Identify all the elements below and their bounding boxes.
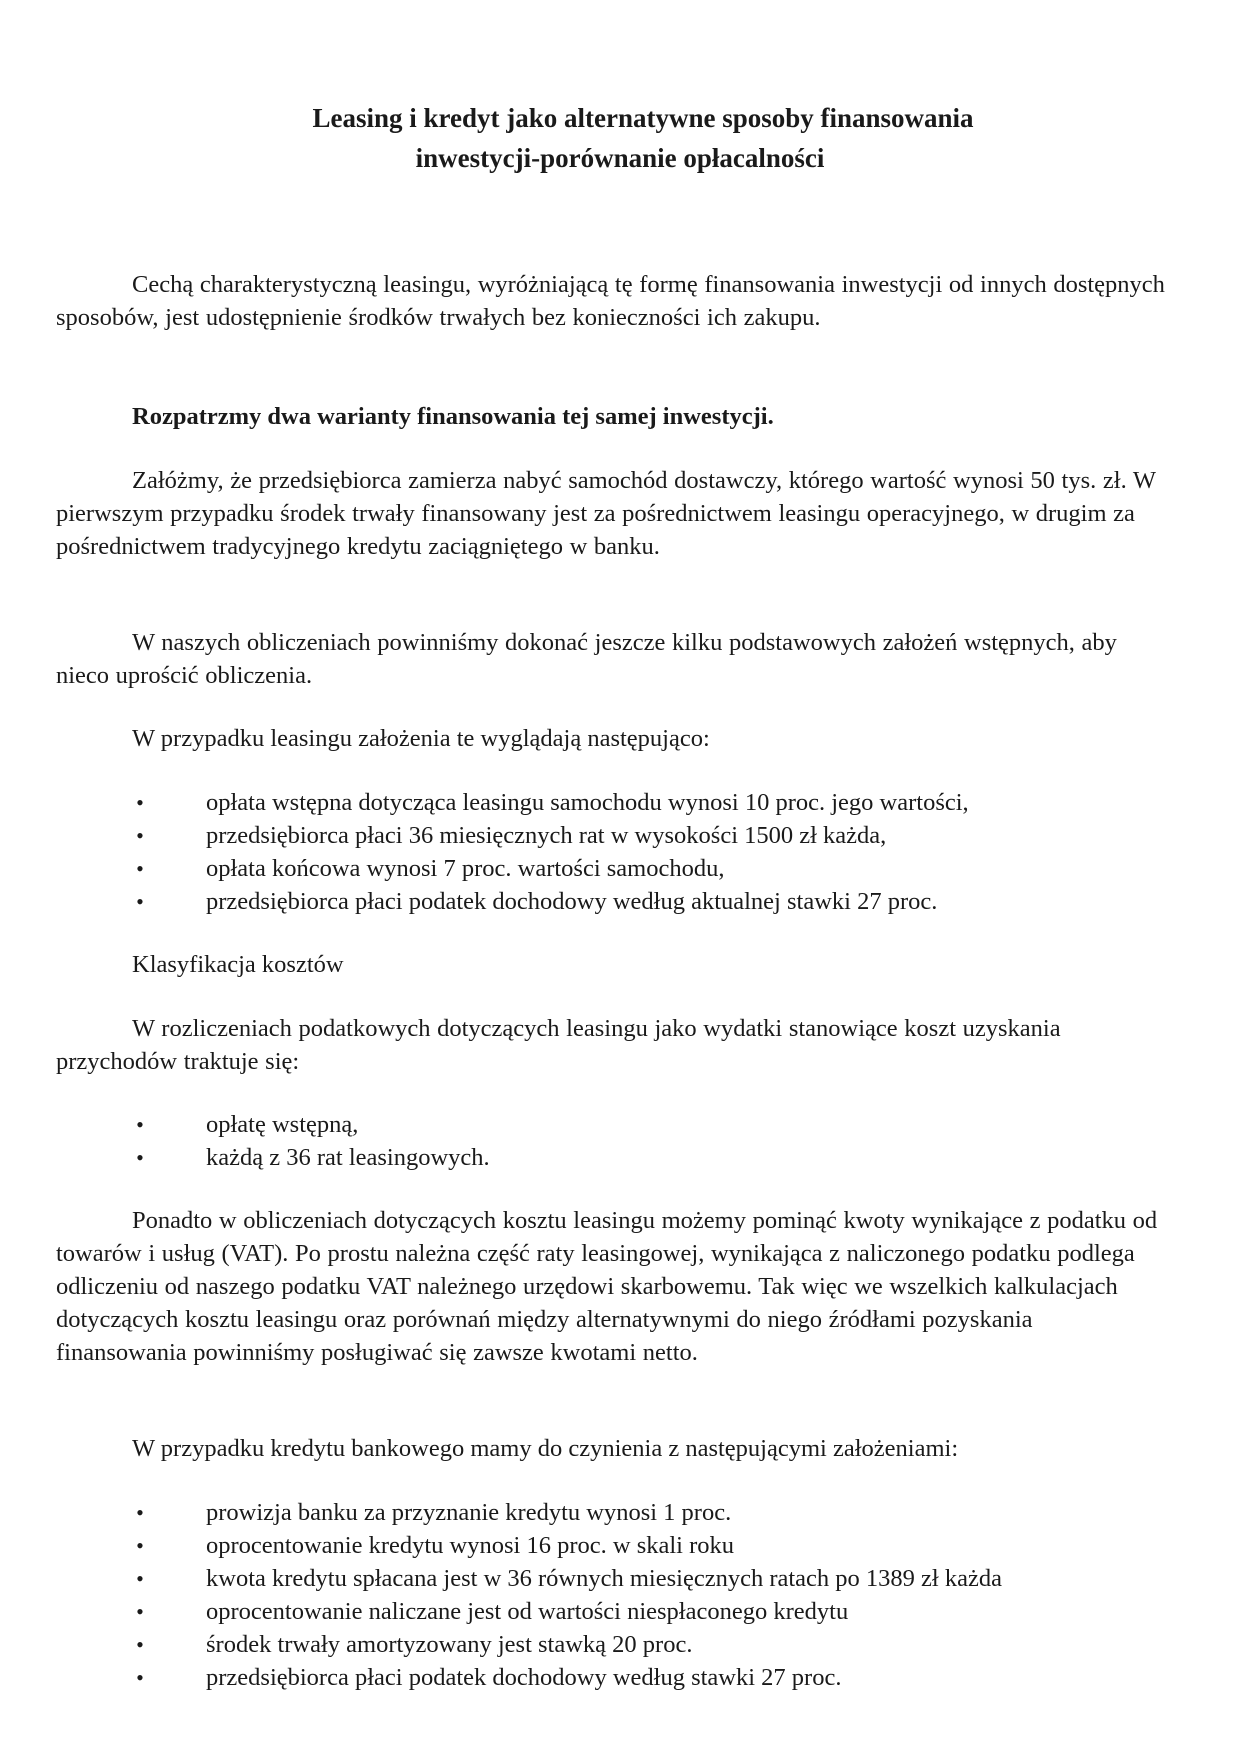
list-item-text: prowizja banku za przyznanie kredytu wynosi 1 proc. bbox=[206, 1499, 732, 1526]
calc-note-paragraph: W naszych obliczeniach powinniśmy dokonać jeszcze kilku podstawowych założeń wstępnych, aby nieco uprościć obliczenia. bbox=[56, 629, 1117, 689]
leasing-intro: W przypadku leasingu założenia te wyglądają następująco: bbox=[132, 725, 710, 752]
list-item-text: każdą z 36 rat leasingowych. bbox=[206, 1144, 490, 1171]
list-item bbox=[56, 1108, 1166, 1141]
list-item bbox=[56, 1562, 1166, 1595]
bullet-icon: • bbox=[136, 823, 144, 848]
list-item-text: opłata wstępna dotycząca leasingu samochodu wynosi 10 proc. jego wartości, bbox=[206, 789, 969, 816]
list-item bbox=[56, 1628, 1166, 1661]
list-item-text: środek trwały amortyzowany jest stawką 20 proc. bbox=[206, 1631, 693, 1658]
bullet-icon: • bbox=[136, 856, 144, 881]
tax-intro-paragraph: W rozliczeniach podatkowych dotyczących leasingu jako wydatki stanowiące koszt uzyskania przychodów traktuje się: bbox=[56, 1015, 1061, 1075]
bullet-icon: • bbox=[136, 1145, 144, 1170]
list-item-text: przedsiębiorca płaci 36 miesięcznych rat w wysokości 1500 zł każda, bbox=[206, 822, 887, 849]
vat-note-paragraph: Ponadto w obliczeniach dotyczących kosztu leasingu możemy pominąć kwoty wynikające z podatku od towarów i usług (VAT). Po prostu należna część raty leasingowej, wynikająca z naliczonego podatku podlega odliczeniu od naszego podatku VAT należnego urzędowi skarbowemu. Tak więc we wszelkich kalkulacjach dotyczących kosztu leasingu oraz porównań między alternatywnymi do niego źródłami pozyskania finansowania powinniśmy posługiwać się zawsze kwotami netto. bbox=[56, 1207, 1158, 1366]
list-item bbox=[56, 1496, 1166, 1529]
credit-intro: W przypadku kredytu bankowego mamy do czynienia z następującymi założeniami: bbox=[132, 1435, 959, 1462]
bullet-icon: • bbox=[136, 889, 144, 914]
list-item-text: oprocentowanie kredytu wynosi 16 proc. w skali roku bbox=[206, 1532, 734, 1559]
variants-heading: Rozpatrzmy dwa warianty finansowania tej samej inwestycji. bbox=[132, 403, 774, 430]
bullet-icon: • bbox=[136, 1566, 144, 1591]
leasing-assumptions-list bbox=[56, 786, 1166, 918]
tax-costs-list bbox=[56, 1108, 1166, 1174]
bullet-icon: • bbox=[136, 1599, 144, 1624]
list-item-text: opłatę wstępną, bbox=[206, 1111, 359, 1138]
list-item-text: oprocentowanie naliczane jest od wartości niespłaconego kredytu bbox=[206, 1598, 849, 1625]
list-item bbox=[56, 819, 1166, 852]
list-item bbox=[56, 852, 1166, 885]
list-item bbox=[56, 1661, 1166, 1694]
title-line-1: Leasing i kredyt jako alternatywne sposoby finansowania bbox=[312, 103, 974, 133]
list-item bbox=[56, 1141, 1166, 1174]
list-item-text: przedsiębiorca płaci podatek dochodowy według stawki 27 proc. bbox=[206, 1664, 842, 1691]
list-item bbox=[56, 885, 1166, 918]
bullet-icon: • bbox=[136, 1500, 144, 1525]
bullet-icon: • bbox=[136, 1112, 144, 1137]
bullet-icon: • bbox=[136, 1632, 144, 1657]
intro-paragraph: Cechą charakterystyczną leasingu, wyróżniającą tę formę finansowania inwestycji od innych dostępnych sposobów, jest udostępnienie środków trwałych bez konieczności ich zakupu. bbox=[56, 271, 1165, 331]
assumption-paragraph: Załóżmy, że przedsiębiorca zamierza nabyć samochód dostawczy, którego wartość wynosi 50 tys. zł. W pierwszym przypadku środek trwały finansowany jest za pośrednictwem leasingu operacyjnego, w drugim za pośrednictwem tradycyjnego kredytu zaciągniętego w banku. bbox=[56, 467, 1156, 560]
cost-classification-heading: Klasyfikacja kosztów bbox=[132, 951, 344, 978]
title-line-2: inwestycji-porównanie opłacalności bbox=[415, 143, 825, 173]
list-item bbox=[56, 1595, 1166, 1628]
list-item bbox=[56, 1529, 1166, 1562]
bullet-icon: • bbox=[136, 790, 144, 815]
list-item-text: kwota kredytu spłacana jest w 36 równych miesięcznych ratach po 1389 zł każda bbox=[206, 1565, 1002, 1592]
bullet-icon: • bbox=[136, 1533, 144, 1558]
list-item-text: przedsiębiorca płaci podatek dochodowy według aktualnej stawki 27 proc. bbox=[206, 888, 938, 915]
credit-assumptions-list bbox=[56, 1496, 1166, 1694]
bullet-icon: • bbox=[136, 1665, 144, 1690]
list-item-text: opłata końcowa wynosi 7 proc. wartości samochodu, bbox=[206, 855, 725, 882]
list-item bbox=[56, 786, 1166, 819]
document-title bbox=[56, 98, 1160, 178]
